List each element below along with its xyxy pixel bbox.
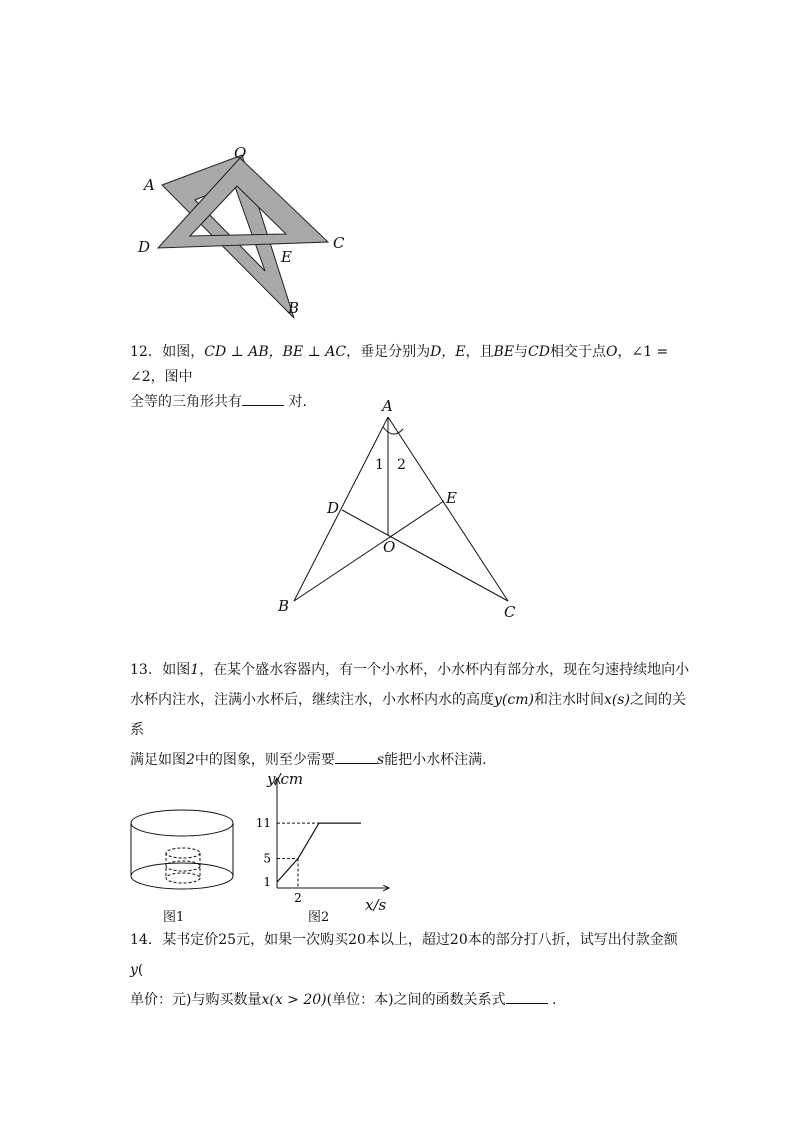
question-number: 12. [130, 344, 153, 360]
q13-figure-ref: 1 [190, 662, 200, 678]
series-line-0 [277, 823, 361, 882]
q14-text: . [547, 992, 557, 1008]
q12-text: 与 [514, 344, 529, 360]
caption-figure-2: 图2 [308, 910, 330, 925]
q12-text: ，且 [465, 344, 494, 360]
point-label-b: B [288, 299, 300, 317]
q14-text: 某书定价 [162, 932, 219, 948]
point-label-c: C [333, 234, 345, 252]
q12-feet: D，E [430, 344, 466, 360]
q12-text: ，图中 [150, 369, 193, 385]
q14-text: 元，如果一次购买 [236, 932, 349, 948]
point-label-c: C [504, 603, 516, 621]
y-tick-label-5: 5 [263, 851, 271, 866]
question-number: 14. [130, 932, 153, 948]
point-label-a: A [382, 397, 393, 415]
segment-ac [388, 417, 508, 601]
height-time-chart [245, 770, 405, 915]
point-label-d: D [138, 238, 151, 256]
point-label-a: A [144, 176, 155, 194]
point-label-d: D [327, 499, 340, 517]
answer-blank[interactable] [335, 749, 377, 764]
q12-text: 相交于点 [549, 344, 606, 360]
point-label-o: O [383, 538, 396, 556]
point-label-e: E [446, 489, 457, 507]
caption-figure-1: 图1 [163, 910, 185, 925]
q14-text: 本以上，超过 [365, 932, 450, 948]
question-number: 13. [130, 662, 153, 678]
q13-text: 如图 [162, 662, 191, 678]
set-squares-figure [130, 140, 360, 325]
q14-text: 单价：元)与购买数量 [130, 992, 262, 1008]
q12-angles: ∠1 = ∠2 [130, 344, 669, 385]
y-tick-label-1: 1 [263, 875, 271, 890]
q13-text: 之间的关系 [130, 692, 686, 738]
q12-text: 如图， [162, 344, 205, 360]
q12-text: ， [617, 344, 632, 360]
q13-figure-ref: 2 [186, 752, 195, 768]
y-tick-label-11: 11 [255, 816, 271, 831]
q12-text: 对. [284, 394, 307, 410]
q14-price: 25 [218, 932, 237, 948]
q13-variable-x: x(s) [603, 692, 630, 708]
container-bottom-front [131, 876, 233, 889]
q14-variable-y: y [130, 962, 138, 978]
water-surface [131, 863, 233, 876]
container-top [131, 810, 233, 836]
small-cup [166, 848, 200, 883]
q14-text: ( [137, 962, 144, 978]
q14-number: 20 [348, 932, 366, 948]
point-label-o: O [234, 144, 247, 162]
question-14 [130, 925, 690, 1015]
triangle-figure [270, 395, 530, 625]
y-axis-label: y/cm [267, 770, 304, 788]
segment-cd [342, 510, 508, 601]
answer-blank[interactable] [506, 989, 548, 1004]
segment-ab [294, 417, 388, 601]
x-tick-label-2: 2 [294, 891, 302, 905]
q13-unit: s [376, 752, 385, 768]
q13-text: 水杯内注水，注满小水杯后，继续注水，小水杯内水的高度 [130, 692, 494, 708]
angle-label-1: 1 [375, 457, 384, 473]
q14-number: 20 [449, 932, 468, 948]
angle-arc [383, 427, 403, 434]
q12-text: ，垂足分别为 [346, 344, 431, 360]
q13-text: 中的图象，则至少需要 [194, 752, 335, 768]
q12-text: 全等的三角形共有 [130, 394, 242, 410]
angle-label-2: 2 [397, 457, 406, 473]
q13-text: 能把小水杯注满. [384, 752, 487, 768]
q13-variable-y: y(cm) [494, 692, 534, 708]
q14-text: (单位：本)之间的函数关系式 [326, 992, 506, 1008]
q14-text: 本的部分打八折，试写出付款金额 [467, 932, 678, 948]
q13-text: 满足如图 [130, 752, 186, 768]
q12-segment-cd: CD [528, 344, 550, 360]
q13-text: 和注水时间 [533, 692, 604, 708]
q14-variable-x: x(x > 20) [261, 992, 327, 1008]
q13-text: ，在某个盛水容器内，有一个小水杯，小水杯内有部分水，现在匀速持续地向小 [199, 662, 690, 678]
q12-point-o: O [605, 344, 618, 360]
q12-condition: CD ⊥ AB，BE ⊥ AC [204, 344, 347, 360]
q12-segment-be: BE [493, 344, 515, 360]
point-label-b: B [278, 597, 290, 615]
segment-be [294, 501, 444, 601]
container-figure [125, 800, 245, 905]
x-axis-label: x/s [365, 896, 387, 914]
point-label-e: E [281, 248, 292, 266]
question-13 [130, 655, 690, 775]
